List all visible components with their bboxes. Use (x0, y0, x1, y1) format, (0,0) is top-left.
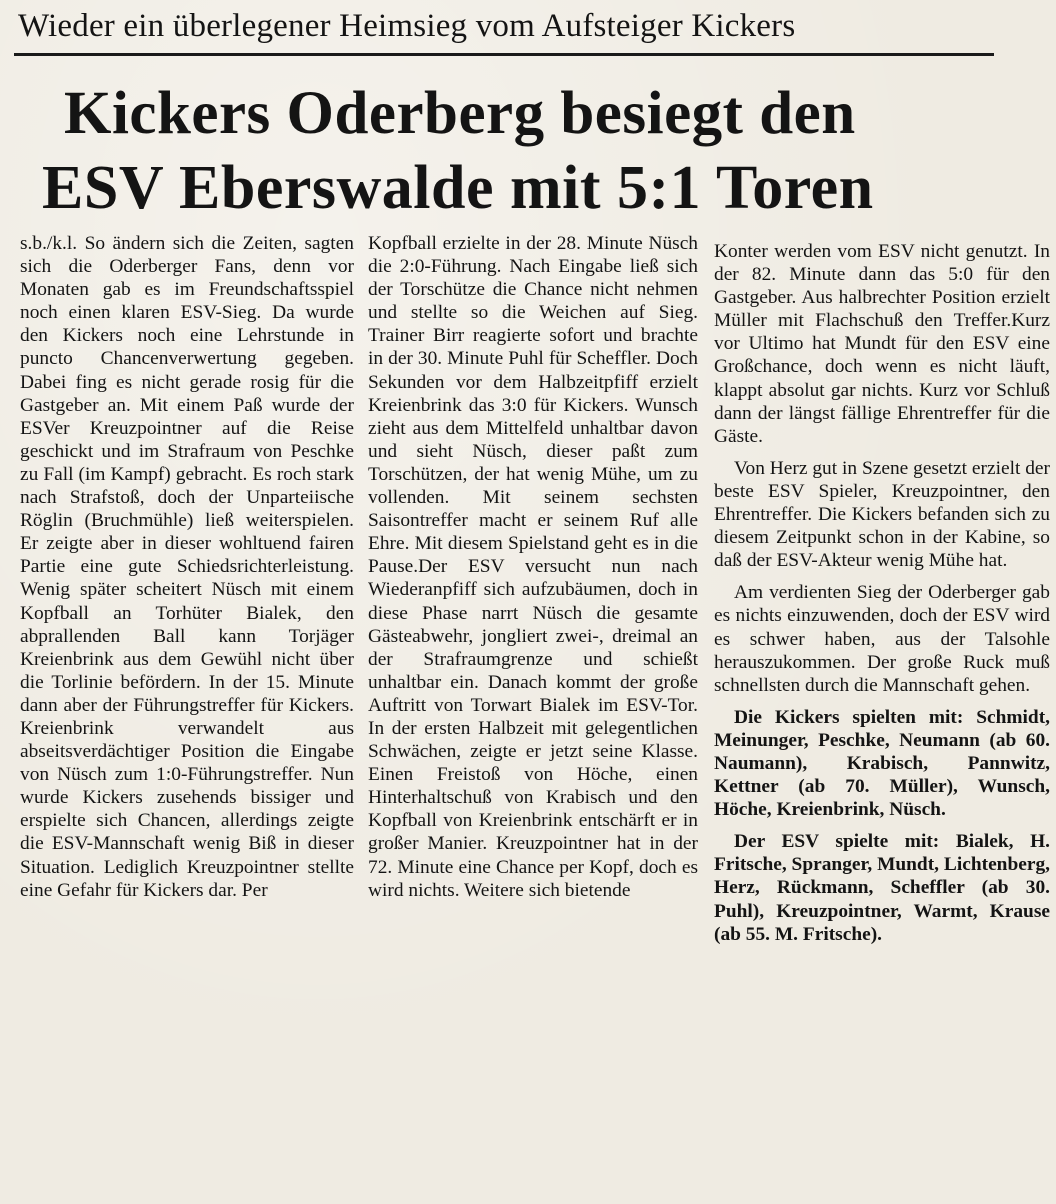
article-column-2 (368, 232, 698, 902)
column-1-text: s.b./k.l. So ändern sich die Zeiten, sagten sich die Oderberger Fans, denn vor Monaten gab es im Freundschaftsspiel noch einen klaren ESV-Sieg. Da wurde den Kickers noch eine Lehrstunde in puncto Chancenverwertung gegeben. Dabei fing es nicht gerade rosig für die Gastgeber an. Mit einem Paß wurde der ESVer Kreuzpointner auf die Reise geschickt und im Strafraum von Peschke zu Fall (im Kampf) gebracht. Es roch stark nach Strafstoß, doch der Unparteiische Röglin (Bruchmühle) ließ weiterspielen. Er zeigte aber in dieser wohltuend fairen Partie eine gute Schiedsrichterleistung. Wenig später scheitert Nüsch mit einem Kopfball an Torhüter Bialek, den abprallenden Ball kann Torjäger Kreienbrink aus dem Gewühl nicht über die Torlinie befördern. In der 15. Minute dann aber der Führungstreffer für Kickers. Kreienbrink verwandelt aus abseitsverdächtiger Position die Eingabe von Nüsch zum 1:0-Führungstreffer. Nun wurde Kickers zusehends bissiger und erspielte sich Chancen, allerdings zeigte die ESV-Mannschaft wenig Biß in dieser Situation. Lediglich Kreuzpointner stellte eine Gefahr für Kickers dar. Per (20, 233, 354, 901)
headline-line-2: ESV Eberswalde mit 5:1 Toren (42, 154, 874, 222)
column-3-paragraph-1: Konter werden vom ESV nicht genutzt. In der 82. Minute dann das 5:0 für den Gastgeber. Aus halbrechter Position erzielt Müller mit Flachschuß den Treffer.Kurz vor Ultimo hat Mundt für den ESV eine Großchance, doch wenn es nicht läuft, klappt absolut gar nichts. Kurz vor Schluß dann der längst fällige Ehrentreffer für die Gäste. (714, 241, 1050, 447)
article-column-1 (20, 232, 354, 902)
article-kicker: Wieder ein überlegener Heimsieg vom Aufsteiger Kickers (18, 8, 796, 44)
column-2-text: Kopfball erzielte in der 28. Minute Nüsch die 2:0-Führung. Nach Eingabe ließ sich der Torschütze die Chance nicht nehmen und stellte so die Weichen auf Sieg. Trainer Birr reagierte sofort und brachte in der 30. Minute Puhl für Scheffler. Doch Sekunden vor dem Halbzeitpfiff erzielt Kreienbrink das 3:0 für Kickers. Wunsch zieht aus dem Mittelfeld unhaltbar davon und sieht Nüsch, dieser paßt zum Torschützen, der hat wenig Mühe, um zu vollenden. Mit seinem sechsten Saisontreffer macht er seinem Ruf alle Ehre. Mit diesem Spielstand geht es in die Pause.Der ESV versucht nun nach Wiederanpfiff sich aufzubäumen, doch in diese Phase narrt Nüsch die gesamte Gästeabwehr, jongliert zwei-, dreimal an der Strafraumgrenze und schießt unhaltbar ein. Danach kommt der große Auftritt von Torwart Bialek im ESV-Tor. In der ersten Halbzeit mit gelegentlichen Schwächen, zeigte er jetzt seine Klasse. Einen Freistoß von Höche, einen Hinterhaltschuß von Krabisch und den Kopfball von Kreienbrink entschärft er in großer Manier. Kreuzpointner hat in der 72. Minute eine Chance per Kopf, doch es wird nichts. Weitere sich bietende (368, 233, 698, 901)
lineup-kickers: Die Kickers spielten mit: Schmidt, Meinunger, Peschke, Neumann (ab 60. Naumann), Krabisch, Pannwitz, Kettner (ab 70. Müller), Wunsch, Höche, Kreienbrink, Nüsch. (714, 706, 1050, 821)
article-column-3 (714, 240, 1050, 946)
lineup-esv: Der ESV spielte mit: Bialek, H. Fritsche, Spranger, Mundt, Lichtenberg, Herz, Rückmann, Scheffler (ab 30. Puhl), Kreuzpointner, Warmt, Krause (ab 55. M. Fritsche). (714, 831, 1050, 945)
column-3-paragraph-2: Von Herz gut in Szene gesetzt erzielt der beste ESV Spieler, Kreuzpointner, den Ehrentreffer. Die Kickers befanden sich zu diesem Zeitpunkt schon in der Kabine, so daß der ESV-Akteur wenig Mühe hat. (714, 457, 1050, 572)
kicker-rule (14, 53, 994, 56)
column-3-paragraph-3: Am verdienten Sieg der Oderberger gab es nichts einzuwenden, doch der ESV wird es schwer haben, aus der Talsohle herauszukommen. Der große Ruck muß schnellsten durch die Mannschaft gehen. (714, 582, 1050, 696)
headline-line-1: Kickers Oderberg besiegt den (64, 80, 856, 147)
